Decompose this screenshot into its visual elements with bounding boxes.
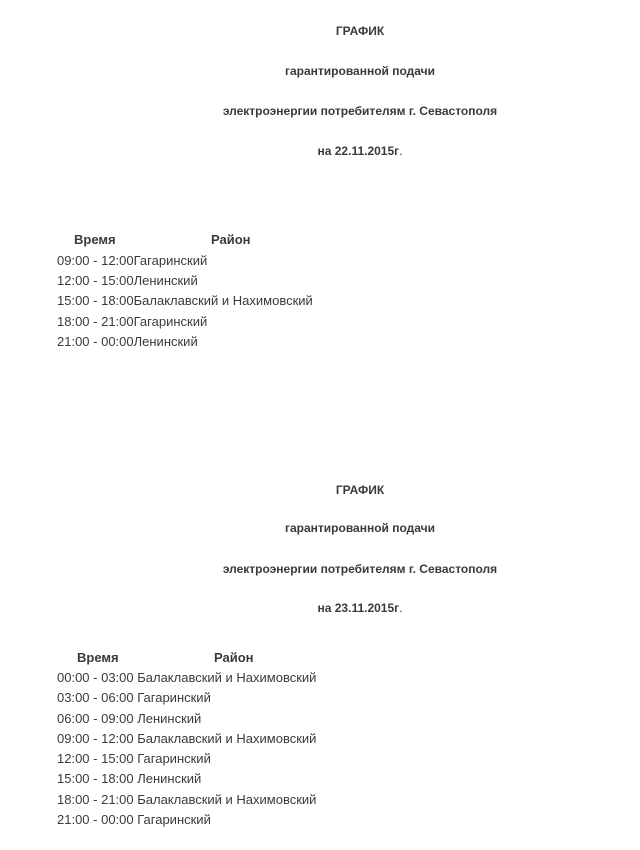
column-header-time: Время <box>77 650 119 665</box>
schedule-title: ГРАФИК <box>335 483 385 497</box>
schedule-subtitle-2: электроэнергии потребителям г. Севастополя <box>222 104 498 118</box>
schedule-row: 21:00 - 00:00 Гагаринский <box>57 812 211 827</box>
schedule-date-text: на 23.11.2015г <box>317 601 400 615</box>
schedule-row: 15:00 - 18:00Балаклавский и Нахимовский <box>57 293 313 308</box>
schedule-row: 18:00 - 21:00Гагаринский <box>57 314 208 329</box>
schedule-date <box>40 144 640 158</box>
schedule-row: 21:00 - 00:00Ленинский <box>57 334 198 349</box>
schedule-row: 15:00 - 18:00 Ленинский <box>57 771 202 786</box>
schedule-subtitle: гарантированной подачи <box>284 521 436 535</box>
column-header-district: Район <box>211 232 251 247</box>
column-header-time: Время <box>74 232 116 247</box>
column-header-district: Район <box>214 650 254 665</box>
schedule-date-suffix: . <box>399 601 403 615</box>
schedule-date-text: на 22.11.2015г <box>317 144 400 158</box>
schedule-date <box>40 601 640 615</box>
schedule-row: 18:00 - 21:00 Балаклавский и Нахимовский <box>57 792 317 807</box>
schedule-row: 09:00 - 12:00 Балаклавский и Нахимовский <box>57 731 317 746</box>
schedule-subtitle-2: электроэнергии потребителям г. Севастополя <box>222 562 498 576</box>
schedule-date-suffix: . <box>399 144 403 158</box>
schedule-row: 09:00 - 12:00Гагаринский <box>57 253 208 268</box>
schedule-title: ГРАФИК <box>335 24 385 38</box>
schedule-row: 00:00 - 03:00 Балаклавский и Нахимовский <box>57 670 317 685</box>
schedule-subtitle: гарантированной подачи <box>284 64 436 78</box>
schedule-row: 06:00 - 09:00 Ленинский <box>57 711 202 726</box>
schedule-row: 12:00 - 15:00Ленинский <box>57 273 198 288</box>
schedule-row: 12:00 - 15:00 Гагаринский <box>57 751 211 766</box>
schedule-row: 03:00 - 06:00 Гагаринский <box>57 690 211 705</box>
